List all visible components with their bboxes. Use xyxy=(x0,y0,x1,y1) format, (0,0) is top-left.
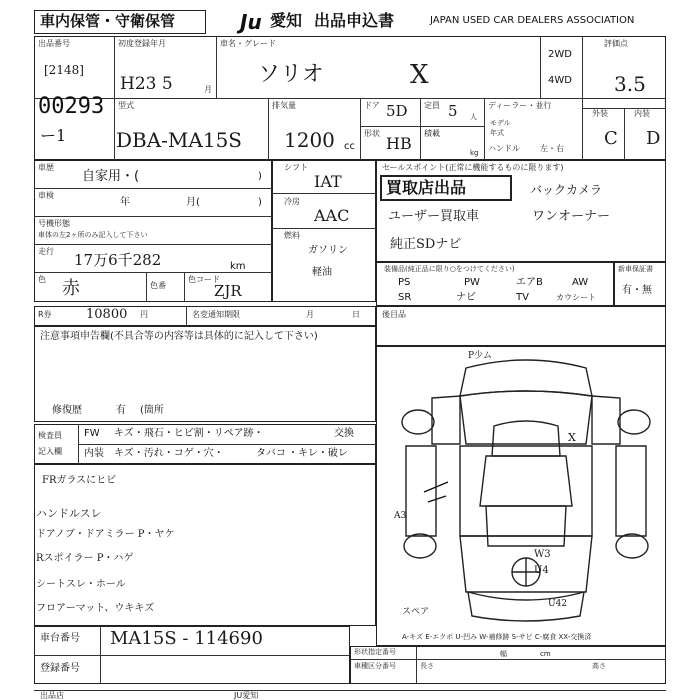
lot-label: 出品番号 xyxy=(38,39,70,48)
interior-value: D xyxy=(646,128,661,149)
repair-value: 有 xyxy=(116,405,126,416)
load-unit: kg xyxy=(470,149,479,157)
first-reg-value: H23 5 xyxy=(120,74,173,94)
warranty-label: 新車保証書 xyxy=(618,265,653,273)
r-ticket-value: 10800 xyxy=(86,307,128,322)
exterior-label: 外装 xyxy=(592,109,608,118)
category-label: 車種区分番号 xyxy=(354,662,396,670)
inspector-label-1: 検査員 xyxy=(38,431,62,440)
shift-value: IAT xyxy=(314,172,342,191)
shape-change-label: 形状指定番号 xyxy=(354,648,396,656)
damage-mark-bumper: U42 xyxy=(548,599,568,609)
footer-left: 出品店 xyxy=(40,691,64,700)
warranty-options: 有・無 xyxy=(622,285,652,296)
type-label: 型式 xyxy=(118,101,134,110)
name-change-label: 名変通知期限 xyxy=(192,310,240,319)
equipment-sr: SR xyxy=(398,292,412,303)
footer-right: JU愛知 xyxy=(234,691,259,700)
handwritten-note-5: シートスレ・ホール xyxy=(36,579,126,590)
handwritten-note-3: ドアノブ・ドアミラー P・ヤケ xyxy=(36,529,175,540)
equipment-pw: PW xyxy=(464,277,480,288)
capacity-value: 5 xyxy=(448,102,458,120)
equipment-airbag: エアB xyxy=(516,277,543,288)
sales-point-3: ワンオーナー xyxy=(532,209,611,224)
history-value: 自家用・( xyxy=(82,169,140,184)
handwritten-note-4: Rスポイラー P・ハゲ xyxy=(36,553,134,564)
first-reg-month-unit: 月 xyxy=(204,85,212,94)
damage-mark-front: P少ム xyxy=(468,351,493,361)
frame-note: 車体の左2ヶ所のみ記入して下さい xyxy=(38,231,148,239)
diagram-legend: A-キズ E-エクボ U-凹み W-補修跡 S-サビ C-腐食 XX-交換済 xyxy=(402,633,592,641)
equipment-aw: AW xyxy=(572,277,589,288)
door-label: ドア xyxy=(364,101,380,110)
org-name: 愛知 xyxy=(270,11,303,30)
color-code-label: 色コード xyxy=(188,275,220,284)
r-ticket-label: R券 xyxy=(38,310,52,319)
equipment-cowseat: カウシート xyxy=(556,293,596,302)
color-code-value: ZJR xyxy=(214,282,242,300)
chassis-label: 車台番号 xyxy=(40,633,80,644)
score-value: 3.5 xyxy=(614,72,646,96)
sales-point-4: 純正SDナビ xyxy=(390,237,462,252)
interior-inspect-items-2: ・キレ・破レ xyxy=(288,448,348,459)
equipment-ps: PS xyxy=(398,277,411,288)
exterior-value: C xyxy=(604,128,618,149)
history-label: 車歴 xyxy=(38,163,54,172)
shape-label: 形状 xyxy=(364,129,380,138)
cooler-label: 冷房 xyxy=(284,197,300,206)
damage-mark-side: A3 xyxy=(394,511,407,521)
handle-label: ハンドル xyxy=(488,144,520,153)
cooler-value: AAC xyxy=(314,206,350,225)
repair-label: 修復歴 xyxy=(52,405,82,416)
capacity-label: 定員 xyxy=(424,101,440,110)
lot-number: 00293 xyxy=(38,94,105,119)
fuel-diesel: 軽油 xyxy=(312,267,332,278)
equipment-label: 装備品(純正品に限り○をつけてください) xyxy=(384,265,515,273)
grade-value: X xyxy=(410,60,429,90)
shift-label: シフト xyxy=(284,163,308,172)
frame-label: 号機形態 xyxy=(38,219,70,228)
lot-number-small: [2148] xyxy=(44,63,84,77)
repair-place: (箇所 xyxy=(140,405,164,416)
damage-mark-rear-1: W3 xyxy=(534,549,551,560)
model-year-label-1: モデル xyxy=(490,119,511,127)
seats-label: 後目品 xyxy=(382,310,406,319)
sales-point-1: バックカメラ xyxy=(530,183,603,197)
height-label: 高さ xyxy=(592,662,606,670)
handwritten-note-2: ハンドルスレ xyxy=(36,507,102,520)
color-number-label: 色番 xyxy=(150,281,166,290)
color-label: 色 xyxy=(38,275,46,284)
fw-mark: 交換 xyxy=(334,428,354,439)
mileage-unit: km xyxy=(230,261,246,272)
drive-4wd: 4WD xyxy=(548,75,572,86)
shape-value: HB xyxy=(386,134,412,153)
handwritten-note-6: フロアーマット、ウキキズ xyxy=(36,603,155,614)
mileage-label: 走行 xyxy=(38,247,54,256)
equipment-tv: TV xyxy=(516,292,529,303)
interior-inspect-label: 内装 xyxy=(84,448,104,459)
lot-suffix: ー1 xyxy=(40,126,67,145)
damage-mark-rear-2: U4 xyxy=(534,565,549,576)
interior-inspect-items: キズ・汚れ・コゲ・穴・ xyxy=(114,448,224,459)
color-value: 赤 xyxy=(62,278,80,299)
history-close: ) xyxy=(258,171,262,182)
length-label: 長さ xyxy=(420,662,434,670)
capacity-unit: 人 xyxy=(470,113,477,121)
width-label: 幅 xyxy=(500,650,507,658)
spec-block xyxy=(350,646,666,684)
score-label: 評価点 xyxy=(604,39,628,48)
chassis-value: MA15S - 114690 xyxy=(110,628,263,649)
model-year-label-2: 年式 xyxy=(490,129,504,137)
fw-label: FW xyxy=(84,428,100,439)
handwritten-note-1: FRガラスにヒビ xyxy=(42,475,117,486)
name-change-month: 月 xyxy=(306,310,314,319)
displacement-unit: cc xyxy=(344,141,355,152)
fuel-gasoline: ガソリン xyxy=(308,245,348,256)
door-value: 5D xyxy=(386,102,408,120)
displacement-value: 1200 xyxy=(284,128,335,152)
ju-logo: Ju xyxy=(240,10,262,34)
load-label: 積載 xyxy=(424,129,440,138)
inspection-label: 車検 xyxy=(38,191,54,200)
notes-label: 注意事項申告欄(不具合等の内容等は具体的に記入して下さい) xyxy=(40,331,318,342)
form-title: 出品申込書 xyxy=(314,11,395,30)
handwritten-notes-block xyxy=(34,464,376,626)
interior-inspect-mark: タバコ xyxy=(256,448,286,459)
spare-label: スペア xyxy=(402,607,430,617)
damage-mark-x: X xyxy=(568,431,576,444)
model-label: 車名・グレード xyxy=(220,39,276,48)
inspector-label-2: 記入欄 xyxy=(38,447,62,456)
dealer-label: ディーラー・並行 xyxy=(488,101,552,110)
registration-label: 登録番号 xyxy=(40,663,80,674)
sales-point-2: ユーザー買取車 xyxy=(388,209,480,224)
inspection-year: 年 xyxy=(120,197,130,208)
storage-title: 車内保管・守衛保管 xyxy=(40,12,176,30)
interior-label: 内装 xyxy=(634,109,650,118)
handle-options: 左・右 xyxy=(540,144,564,153)
car-damage-diagram xyxy=(376,346,666,646)
association-name: JAPAN USED CAR DEALERS ASSOCIATION xyxy=(430,15,635,26)
displacement-label: 排気量 xyxy=(272,101,296,110)
equipment-navi: ナビ xyxy=(456,292,476,303)
name-change-day: 日 xyxy=(352,310,360,319)
fw-items: キズ・飛石・ヒビ割・リペア跡・ xyxy=(114,428,264,439)
model-value: ソリオ xyxy=(258,62,324,87)
inspection-close: ) xyxy=(258,197,262,208)
drive-2wd: 2WD xyxy=(548,49,572,60)
fuel-label: 燃料 xyxy=(284,231,300,240)
buyer-badge: 買取店出品 xyxy=(386,178,467,197)
seats-block xyxy=(376,306,666,346)
mileage-value: 17万6千282 xyxy=(74,251,162,269)
cm-unit: cm xyxy=(540,650,551,658)
sales-points-label: セールスポイント(正常に機能するものに限ります) xyxy=(382,163,564,172)
first-reg-label: 初度登録年月 xyxy=(118,39,166,48)
r-ticket-unit: 円 xyxy=(140,310,148,319)
type-value: DBA-MA15S xyxy=(116,128,243,152)
inspection-month: 月( xyxy=(186,197,200,208)
